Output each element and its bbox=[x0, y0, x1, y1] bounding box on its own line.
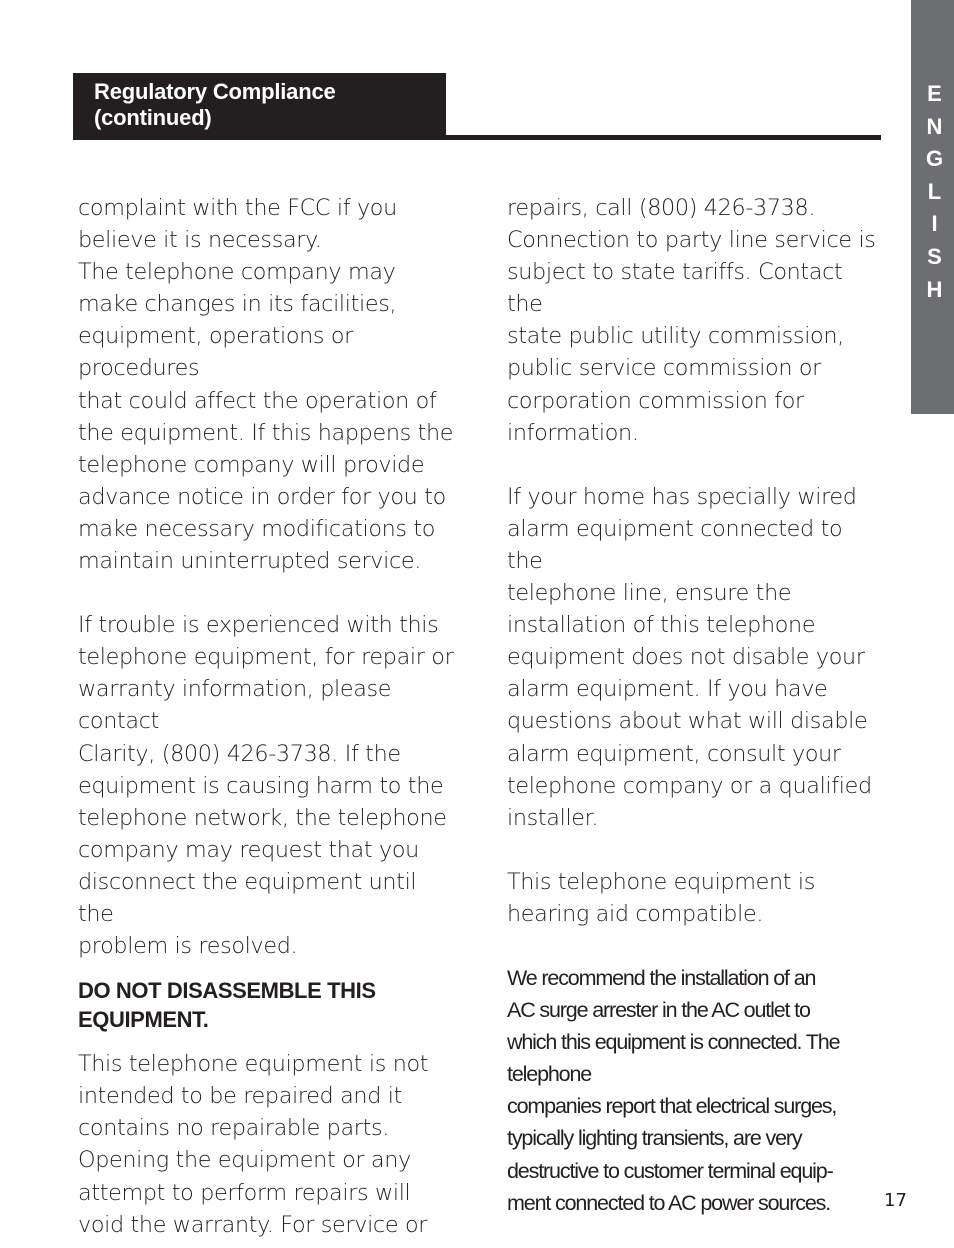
page-number: 17 bbox=[884, 1190, 907, 1211]
right-paragraph-3: This telephone equipment is hearing aid compatible. bbox=[507, 868, 815, 927]
left-paragraph-1: complaint with the FCC if you believe it is necessary. The telephone company may make changes in its facilities, equipment, operations or procedures that could affect the operation of the equipment. If this happens the telephone company will provide advance notice in order for you to make necessary modifications to maintain uninterrupted service. bbox=[78, 195, 454, 575]
language-tab bbox=[911, 0, 954, 414]
left-column bbox=[78, 192, 458, 1241]
right-paragraph-4: We recommend the installation of an AC surge arrester in the AC outlet to which this equipment is connected. The telephone companies report that electrical surges, typically lighting transients, are very destructive to customer terminal equip- ment connected to AC power sources. bbox=[507, 965, 840, 1215]
right-paragraph-2: If your home has specially wired alarm equipment connected to the telephone line, ensure the installation of this telephone equipment does not disable your alarm equipment. If you have questions about what will disable alarm equipment, consult your telephone company or a qualified installer. bbox=[507, 483, 872, 831]
left-paragraph-3: This telephone equipment is not intended to be repaired and it contains no repairable parts. Opening the equipment or any attempt to perform repairs will void the warranty. For service or bbox=[78, 1051, 429, 1238]
right-column bbox=[507, 192, 882, 1219]
warning-heading: DO NOT DISASSEMBLE THIS EQUIPMENT. bbox=[78, 978, 376, 1033]
section-header-rule bbox=[73, 135, 881, 140]
left-paragraph-2: If trouble is experienced with this telephone equipment, for repair or warranty information, please contact Clarity, (800) 426-3738. If the equipment is causing harm to the telephone network, the telephone company may request that you disconnect the equipment until the problem is resolved. bbox=[78, 612, 454, 960]
language-tab-label: E N G L I S H bbox=[925, 81, 944, 302]
right-paragraph-1: repairs, call (800) 426-3738. Connection to party line service is subject to state tariffs. Contact the state public utility commission, public service commission or corporation commission for information. bbox=[507, 195, 876, 446]
section-title: Regulatory Compliance (continued) bbox=[94, 79, 336, 130]
